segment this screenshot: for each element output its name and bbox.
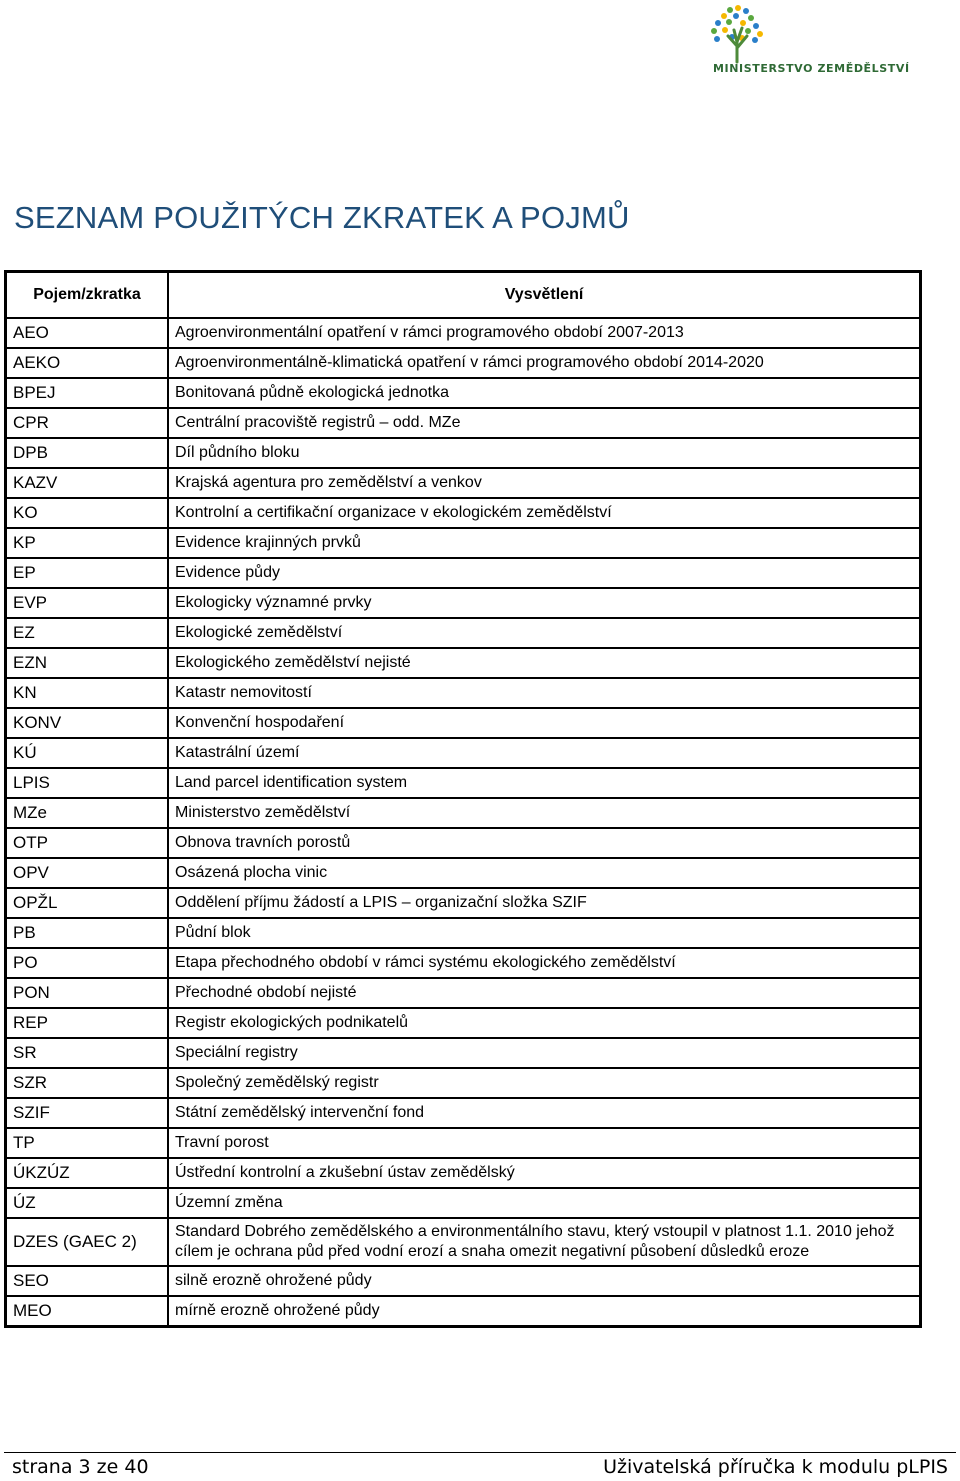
term-cell: LPIS [6, 768, 169, 798]
term-cell: PON [6, 978, 169, 1008]
term-cell: MZe [6, 798, 169, 828]
term-cell: AEKO [6, 348, 169, 378]
explanation-cell: Registr ekologických podnikatelů [168, 1008, 921, 1038]
table-row [6, 348, 921, 378]
page-title: SEZNAM POUŽITÝCH ZKRATEK A POJMŮ [14, 200, 630, 235]
table-row [6, 438, 921, 468]
table-row [6, 1158, 921, 1188]
explanation-cell: Obnova travních porostů [168, 828, 921, 858]
explanation-cell: Centrální pracoviště registrů – odd. MZe [168, 408, 921, 438]
tree-logo-icon [698, 2, 778, 64]
explanation-cell: mírně erozně ohrožené půdy [168, 1296, 921, 1327]
footer-divider [4, 1452, 956, 1453]
term-cell: REP [6, 1008, 169, 1038]
table-row [6, 1296, 921, 1327]
explanation-cell: Ekologicky významné prvky [168, 588, 921, 618]
table-row [6, 468, 921, 498]
explanation-cell: Společný zemědělský registr [168, 1068, 921, 1098]
term-cell: OPŽL [6, 888, 169, 918]
table-row [6, 528, 921, 558]
table-row [6, 618, 921, 648]
term-cell: EP [6, 558, 169, 588]
header-term: Pojem/zkratka [6, 272, 169, 319]
footer-page-number: strana 3 ze 40 [12, 1456, 149, 1478]
explanation-cell: Ekologického zemědělství nejisté [168, 648, 921, 678]
explanation-cell: Katastrální území [168, 738, 921, 768]
explanation-cell: Travní porost [168, 1128, 921, 1158]
explanation-cell: Kontrolní a certifikační organizace v ekologickém zemědělství [168, 498, 921, 528]
table-row [6, 378, 921, 408]
table-row [6, 768, 921, 798]
explanation-cell: Oddělení příjmu žádostí a LPIS – organizační složka SZIF [168, 888, 921, 918]
term-cell: MEO [6, 1296, 169, 1327]
table-row [6, 678, 921, 708]
table-row [6, 888, 921, 918]
term-cell: EVP [6, 588, 169, 618]
term-cell: ÚZ [6, 1188, 169, 1218]
term-cell: PB [6, 918, 169, 948]
table-row [6, 948, 921, 978]
term-cell: KÚ [6, 738, 169, 768]
explanation-cell: Agroenvironmentální opatření v rámci programového období 2007-2013 [168, 318, 921, 348]
term-cell: BPEJ [6, 378, 169, 408]
table-row [6, 1266, 921, 1296]
explanation-cell: Státní zemědělský intervenční fond [168, 1098, 921, 1128]
explanation-cell: Přechodné období nejisté [168, 978, 921, 1008]
term-cell: SEO [6, 1266, 169, 1296]
table-row [6, 738, 921, 768]
explanation-cell: Ministerstvo zemědělství [168, 798, 921, 828]
table-row [6, 408, 921, 438]
table-row [6, 1218, 921, 1266]
term-cell: SR [6, 1038, 169, 1068]
term-cell: DZES (GAEC 2) [6, 1218, 169, 1266]
term-cell: AEO [6, 318, 169, 348]
term-cell: PO [6, 948, 169, 978]
term-cell: ÚKZÚZ [6, 1158, 169, 1188]
term-cell: KONV [6, 708, 169, 738]
term-cell: KP [6, 528, 169, 558]
table-row [6, 798, 921, 828]
term-cell: SZIF [6, 1098, 169, 1128]
glossary-table [4, 270, 922, 1328]
term-cell: DPB [6, 438, 169, 468]
table-row [6, 1128, 921, 1158]
table-row [6, 558, 921, 588]
glossary-body [6, 318, 921, 1327]
explanation-cell: Konvenční hospodaření [168, 708, 921, 738]
table-row [6, 828, 921, 858]
explanation-cell: Speciální registry [168, 1038, 921, 1068]
term-cell: CPR [6, 408, 169, 438]
explanation-cell: Ústřední kontrolní a zkušební ústav zemědělský [168, 1158, 921, 1188]
term-cell: KO [6, 498, 169, 528]
explanation-cell: Ekologické zemědělství [168, 618, 921, 648]
term-cell: KAZV [6, 468, 169, 498]
table-row [6, 1188, 921, 1218]
table-row [6, 1068, 921, 1098]
table-row [6, 648, 921, 678]
term-cell: OTP [6, 828, 169, 858]
explanation-cell: Katastr nemovitostí [168, 678, 921, 708]
explanation-cell: Díl půdního bloku [168, 438, 921, 468]
footer-document-title: Uživatelská příručka k modulu pLPIS [603, 1456, 948, 1478]
table-row [6, 1098, 921, 1128]
explanation-cell: Bonitovaná půdně ekologická jednotka [168, 378, 921, 408]
term-cell: KN [6, 678, 169, 708]
explanation-cell: Land parcel identification system [168, 768, 921, 798]
term-cell: OPV [6, 858, 169, 888]
logo-text: MINISTERSTVO ZEMĚDĚLSTVÍ [713, 62, 910, 75]
explanation-cell: Agroenvironmentálně-klimatická opatření v rámci programového období 2014-2020 [168, 348, 921, 378]
term-cell: TP [6, 1128, 169, 1158]
ministry-logo [690, 2, 930, 90]
table-row [6, 318, 921, 348]
table-header-row [6, 272, 921, 319]
explanation-cell: Územní změna [168, 1188, 921, 1218]
term-cell: EZN [6, 648, 169, 678]
explanation-cell: Standard Dobrého zemědělského a environmentálního stavu, který vstoupil v platnost 1.1. 2010 jehož cílem je ochrana půd před vodní erozí a snaha omezit negativní působení důsledků eroze [168, 1218, 921, 1266]
term-cell: EZ [6, 618, 169, 648]
header-explanation: Vysvětlení [168, 272, 921, 319]
table-row [6, 1038, 921, 1068]
table-row [6, 858, 921, 888]
explanation-cell: Půdní blok [168, 918, 921, 948]
explanation-cell: Evidence půdy [168, 558, 921, 588]
table-row [6, 498, 921, 528]
table-row [6, 918, 921, 948]
explanation-cell: silně erozně ohrožené půdy [168, 1266, 921, 1296]
explanation-cell: Krajská agentura pro zemědělství a venkov [168, 468, 921, 498]
table-row [6, 588, 921, 618]
explanation-cell: Etapa přechodného období v rámci systému ekologického zemědělství [168, 948, 921, 978]
table-row [6, 978, 921, 1008]
explanation-cell: Evidence krajinných prvků [168, 528, 921, 558]
table-row [6, 708, 921, 738]
table-row [6, 1008, 921, 1038]
explanation-cell: Osázená plocha vinic [168, 858, 921, 888]
term-cell: SZR [6, 1068, 169, 1098]
